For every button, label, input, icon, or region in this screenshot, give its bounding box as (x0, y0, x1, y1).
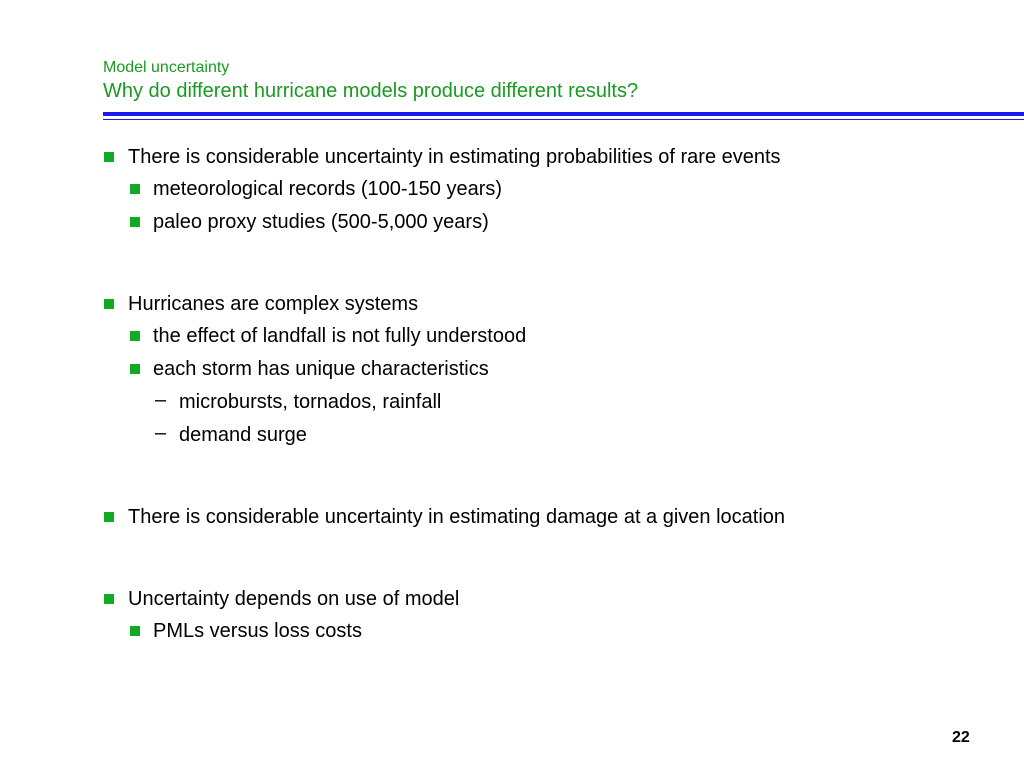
sub-bullet-item (153, 619, 362, 643)
sub-sub-bullet-item (155, 422, 307, 447)
slide-title-block (103, 58, 638, 104)
bullet-item (128, 145, 781, 169)
sub-bullet-item (153, 177, 502, 201)
bullet-item (128, 292, 418, 316)
square-bullet-icon (104, 152, 114, 162)
bullet-text: There is considerable uncertainty in estimating probabilities of rare events (128, 146, 781, 168)
bullet-text: There is considerable uncertainty in estimating damage at a given location (128, 506, 786, 528)
bullet-item (128, 505, 785, 529)
square-bullet-icon (104, 299, 114, 309)
page-number: 22 (952, 729, 970, 746)
bullet-item (128, 587, 459, 611)
square-bullet-icon (104, 594, 114, 604)
sub-sub-bullet-text: microbursts, tornados, rainfall (179, 391, 442, 413)
sub-bullet-text: paleo proxy studies (500-5,000 years) (153, 211, 489, 233)
dash-bullet-icon: – (155, 389, 167, 411)
title-divider-thin (103, 119, 1024, 120)
bullet-text: Uncertainty depends on use of model (128, 588, 460, 610)
sub-bullet-text: PMLs versus loss costs (153, 620, 362, 642)
dash-bullet-icon: – (155, 422, 167, 444)
slide-title: Why do different hurricane models produce different results? (103, 80, 639, 102)
sub-bullet-text: meteorological records (100-150 years) (153, 178, 503, 200)
square-bullet-icon (130, 184, 140, 194)
slide-subtitle: Model uncertainty (103, 59, 230, 76)
square-bullet-icon (130, 364, 140, 374)
square-bullet-icon (130, 217, 140, 227)
sub-bullet-item (153, 357, 489, 381)
bullet-text: Hurricanes are complex systems (128, 293, 419, 315)
sub-bullet-text: the effect of landfall is not fully understood (153, 325, 527, 347)
square-bullet-icon (104, 512, 114, 522)
sub-bullet-item (153, 210, 489, 234)
sub-sub-bullet-item (155, 389, 442, 414)
square-bullet-icon (130, 331, 140, 341)
sub-sub-bullet-text: demand surge (179, 424, 307, 446)
title-divider-thick (103, 112, 1024, 116)
sub-bullet-text: each storm has unique characteristics (153, 358, 489, 380)
square-bullet-icon (130, 626, 140, 636)
sub-bullet-item (153, 324, 526, 348)
